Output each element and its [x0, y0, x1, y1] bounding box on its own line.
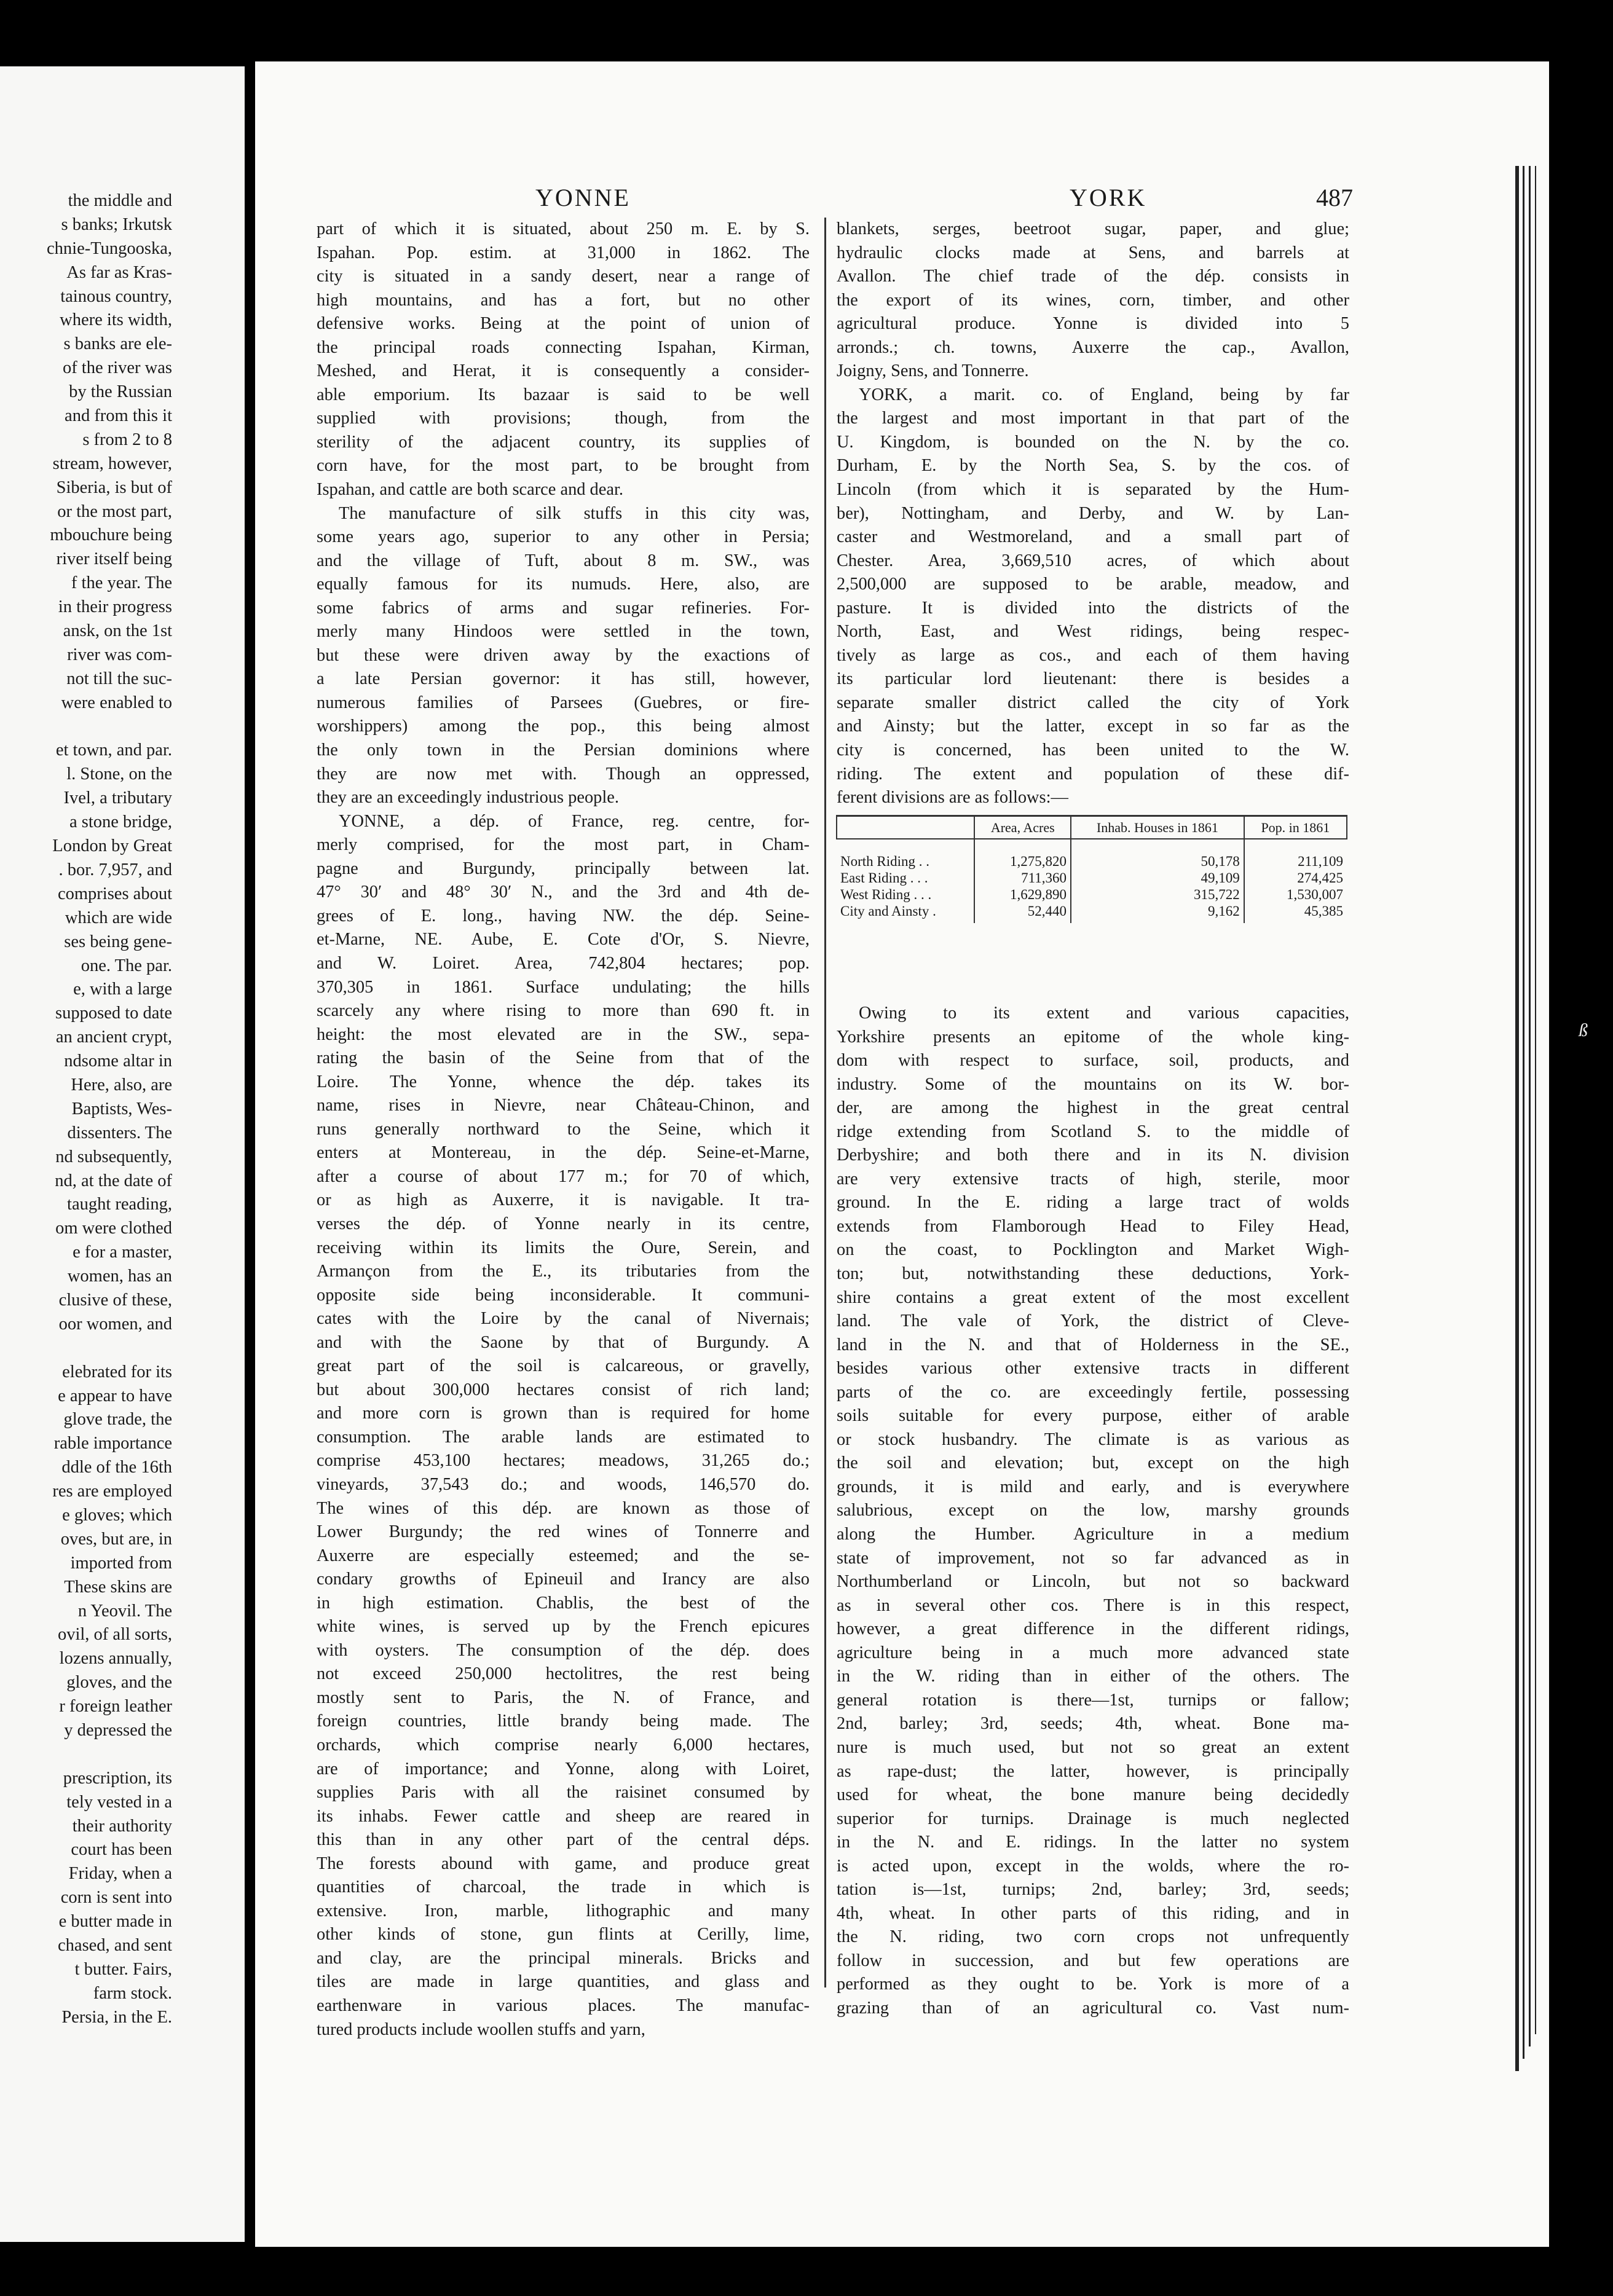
- text-line: ses being gene-: [64, 932, 172, 951]
- text-line: worshippers) among the pop., this being almost: [317, 717, 810, 736]
- text-line: river was com-: [67, 645, 172, 664]
- text-line: sterility of the adjacent country, its supplies of: [317, 432, 810, 452]
- text-line: der, are among the highest in the great central: [837, 1098, 1349, 1118]
- table-cell: 315,722: [1071, 886, 1244, 903]
- text-line: Armançon from the E., its tributaries from the: [317, 1262, 810, 1281]
- text-line: high mountains, and has a fort, but no other: [317, 290, 810, 310]
- text-line: industry. Some of the mountains on its W. bor-: [837, 1074, 1349, 1094]
- text-line: merly many Hindoos were settled in the town,: [317, 622, 810, 642]
- text-line: supplied with provisions; though, from the: [317, 409, 810, 428]
- text-line: Lower Burgundy; the red wines of Tonnerre and: [317, 1522, 810, 1542]
- table-header-row: [837, 816, 1347, 839]
- text-line: quantities of charcoal, the trade in which is: [317, 1877, 810, 1897]
- text-line: earthenware in various places. The manufac-: [317, 1996, 810, 2016]
- text-line: grees of E. long., having NW. the dép. Seine-: [317, 906, 810, 926]
- text-line: the largest and most important in that part of the: [837, 409, 1349, 428]
- text-line: farm stock.: [93, 1983, 172, 2003]
- text-line: dom with respect to surface, soil, products, and: [837, 1051, 1349, 1071]
- text-line: comprise 453,100 hectares; meadows, 31,265 do.;: [317, 1451, 810, 1471]
- text-line: e butter made in: [58, 1912, 172, 1932]
- table-row: [837, 839, 1347, 870]
- text-line: Auxerre are especially esteemed; and the se-: [317, 1546, 810, 1565]
- table-body: [837, 839, 1347, 923]
- column-1: [317, 218, 810, 2042]
- text-line: receiving within its limits the Oure, Serein, and: [317, 1238, 810, 1257]
- table-header-cell: Inhab. Houses in 1861: [1071, 816, 1244, 839]
- table-cell: 52,440: [974, 903, 1071, 923]
- text-line: supplies Paris with all the raisinet consumed by: [317, 1783, 810, 1803]
- text-line: dissenters. The: [67, 1123, 172, 1142]
- text-line: land. The vale of York, the district of Cleve-: [837, 1311, 1349, 1331]
- text-line: ansk, on the 1st: [63, 621, 172, 641]
- text-line: l. Stone, on the: [66, 765, 172, 784]
- text-line: blankets, serges, beetroot sugar, paper, and glue;: [837, 219, 1349, 238]
- text-line: height: the most elevated are in the SW., sepa-: [317, 1024, 810, 1044]
- text-line: condary growths of Epineuil and Irancy are also: [317, 1570, 810, 1589]
- text-line: orchards, which comprise nearly 6,000 hectares,: [317, 1736, 810, 1755]
- text-line: [0, 1743, 172, 1767]
- text-line: salubrious, except on the low, marshy grounds: [837, 1501, 1349, 1520]
- text-line: r foreign leather: [59, 1697, 172, 1716]
- text-line: court has been: [71, 1840, 172, 1860]
- text-line: tation is—1st, turnips; 2nd, barley; 3rd, seeds;: [837, 1880, 1349, 1900]
- text-line: 2nd, barley; 3rd, seeds; 4th, wheat. Bone ma-: [837, 1714, 1349, 1734]
- text-line: an ancient crypt,: [55, 1028, 172, 1047]
- table-cell: 1,530,007: [1244, 886, 1347, 903]
- text-line: Loire. The Yonne, whence the dép. takes its: [317, 1072, 810, 1091]
- text-line: grazing than of an agricultural co. Vast num-: [837, 1998, 1349, 2018]
- left-page-fragment: [0, 66, 245, 2242]
- text-line: the N. riding, two corn crops not unfrequently: [837, 1927, 1349, 1947]
- text-line: corn have, for the most part, to be brought from: [317, 456, 810, 476]
- text-line: imported from: [70, 1553, 172, 1573]
- text-line: The forests abound with game, and produce great: [317, 1854, 810, 1873]
- text-line: equally famous for its numuds. Here, also, are: [317, 575, 810, 594]
- text-line: t butter. Fairs,: [74, 1959, 172, 1979]
- text-line: or as high as Auxerre, it is navigable. It tra-: [317, 1190, 810, 1210]
- table-row: [837, 886, 1347, 903]
- table-cell: 9,162: [1071, 903, 1244, 923]
- text-line: pagne and Burgundy, principally between lat.: [317, 859, 810, 878]
- text-line: city is concerned, has been united to the W.: [837, 741, 1349, 760]
- text-line: Northumberland or Lincoln, but not so backward: [837, 1572, 1349, 1592]
- column-rule: [824, 218, 826, 1987]
- text-line: stream, however,: [52, 454, 172, 473]
- text-line: f the year. The: [71, 573, 172, 593]
- table-cell: West Riding . . .: [840, 887, 932, 902]
- text-line: ber), Nottingham, and Derby, and W. by Lan-: [837, 503, 1349, 523]
- text-line: soils suitable for every purpose, either of arable: [837, 1406, 1349, 1426]
- text-line: and with the Saone by that of Burgundy. A: [317, 1332, 810, 1352]
- text-line: As far as Kras-: [66, 262, 172, 282]
- text-line: not till the suc-: [66, 669, 172, 688]
- text-line: runs generally northward to the Seine, which it: [317, 1119, 810, 1139]
- text-line: a stone bridge,: [69, 812, 172, 832]
- text-line: ndsome altar in: [64, 1052, 172, 1071]
- table-cell: 1,275,820: [974, 839, 1071, 870]
- text-line: [0, 1337, 172, 1361]
- page-edge: [1515, 166, 1519, 2071]
- text-line: mbouchure being: [50, 525, 172, 545]
- text-line: nure is much used, but not so great an extent: [837, 1737, 1349, 1757]
- text-line: pasture. It is divided into the districts of the: [837, 598, 1349, 618]
- running-head-left: YONNE: [535, 184, 631, 211]
- text-line: separate smaller district called the city of York: [837, 693, 1349, 712]
- text-line: they are an exceedingly industrious people.: [317, 788, 619, 808]
- text-line: and Ainsty; but the latter, except in so far as the: [837, 717, 1349, 736]
- text-line: and from this it: [65, 406, 172, 426]
- text-line: their authority: [72, 1816, 172, 1836]
- text-line: and W. Loiret. Area, 742,804 hectares; pop.: [317, 953, 810, 973]
- text-line: grounds, it is mild and early, and is everywhere: [837, 1477, 1349, 1496]
- text-line: and the village of Tuft, about 8 m. SW., was: [317, 551, 810, 570]
- text-line: arronds.; ch. towns, Auxerre the cap., Avallon,: [837, 337, 1349, 357]
- text-line: women, has an: [67, 1267, 172, 1286]
- text-line: The wines of this dép. are known as those of: [317, 1498, 810, 1518]
- text-line: North, East, and West ridings, being respec-: [837, 622, 1349, 642]
- text-line: used for wheat, the bone manure being decidedly: [837, 1785, 1349, 1805]
- text-line: s from 2 to 8: [82, 430, 172, 449]
- text-line: hydraulic clocks made at Sens, and barrels at: [837, 243, 1349, 262]
- text-line: ferent divisions are as follows:—: [837, 788, 1068, 808]
- text-line: Ivel, a tributary: [63, 788, 172, 808]
- text-line: city is situated in a sandy desert, near a range of: [317, 267, 810, 286]
- text-line: on the coast, to Pocklington and Market Wigh-: [837, 1240, 1349, 1260]
- column-2-bottom: [837, 1002, 1349, 2021]
- text-line: white wines, is served up by the French epicures: [317, 1617, 810, 1637]
- text-line: not exceed 250,000 hectolitres, the rest being: [317, 1664, 810, 1684]
- running-head-right: YORK: [1070, 184, 1147, 211]
- text-line: or the most part,: [57, 501, 172, 521]
- text-line: 47° 30′ and 48° 30′ N., and the 3rd and 4th de-: [317, 883, 810, 902]
- text-line: comprises about: [57, 884, 172, 903]
- text-line: extends from Flamborough Head to Filey Head,: [837, 1216, 1349, 1236]
- page-edge: [1529, 166, 1531, 2046]
- text-line: gloves, and the: [66, 1673, 172, 1693]
- text-line: follow in succession, and but few operations are: [837, 1951, 1349, 1970]
- text-line: shire contains a great extent of the most excellent: [837, 1288, 1349, 1307]
- table-cell: 274,425: [1244, 870, 1347, 886]
- text-line: and clay, are the principal minerals. Bricks and: [317, 1948, 810, 1968]
- text-line: cates with the Loire by the canal of Nivernais;: [317, 1309, 810, 1329]
- text-line: one. The par.: [81, 956, 172, 975]
- text-line: y depressed the: [64, 1721, 172, 1740]
- text-line: its particular lord lieutenant: there is besides a: [837, 669, 1349, 689]
- table-row: [837, 870, 1347, 886]
- text-line: supposed to date: [55, 1004, 172, 1023]
- text-line: by the Russian: [69, 382, 172, 402]
- text-line: tely vested in a: [66, 1792, 172, 1812]
- text-line: s banks are ele-: [63, 334, 172, 354]
- text-line: res are employed: [52, 1482, 172, 1501]
- text-line: the export of its wines, corn, timber, and other: [837, 290, 1349, 310]
- text-line: a late Persian governor: it has still, however,: [317, 669, 810, 689]
- text-line: corn is sent into: [60, 1888, 172, 1908]
- page-number: 487: [1316, 184, 1353, 211]
- text-line: in high estimation. Chablis, the best of the: [317, 1593, 810, 1613]
- text-line: of the river was: [62, 358, 172, 378]
- text-line: chased, and sent: [58, 1936, 172, 1956]
- table-cell: 1,629,890: [974, 886, 1071, 903]
- text-line: extensive. Iron, marble, lithographic and many: [317, 1901, 810, 1921]
- text-line: the principal roads connecting Ispahan, Kirman,: [317, 337, 810, 357]
- text-line: its inhabs. Fewer cattle and sheep are reared in: [317, 1806, 810, 1826]
- text-line: om were clothed: [55, 1219, 172, 1238]
- text-line: Avallon. The chief trade of the dép. consists in: [837, 267, 1349, 286]
- text-line: in the W. riding than in either of the others. The: [837, 1667, 1349, 1686]
- text-line: oor women, and: [58, 1314, 172, 1334]
- table-header-cell: Pop. in 1861: [1244, 816, 1347, 839]
- text-line: after a course of about 177 m.; for 70 of which,: [317, 1166, 810, 1186]
- text-line: [0, 715, 172, 739]
- text-line: prescription, its: [63, 1768, 172, 1788]
- text-line: or stock husbandry. The climate is as various as: [837, 1429, 1349, 1449]
- population-table: [836, 815, 1347, 923]
- text-line: rable importance: [53, 1434, 172, 1453]
- table-cell: City and Ainsty .: [840, 903, 936, 919]
- text-line: ridge extending from Scotland S. to the middle of: [837, 1122, 1349, 1141]
- page-edge: [1523, 166, 1524, 2059]
- text-line: vineyards, 37,543 do.; and woods, 146,570 do.: [317, 1474, 810, 1494]
- text-line: lozens annually,: [59, 1649, 172, 1669]
- text-line: this than in any other part of the central déps.: [317, 1830, 810, 1850]
- text-line: ddle of the 16th: [61, 1458, 172, 1477]
- text-line: ton; but, notwithstanding these deductions, York-: [837, 1264, 1349, 1284]
- text-line: Persia, in the E.: [61, 2007, 172, 2027]
- left-page-text: [0, 189, 172, 2030]
- text-line: name, rises in Nievre, near Château-Chinon, and: [317, 1096, 810, 1115]
- text-line: scarcely any where rising to more than 690 ft. in: [317, 1001, 810, 1021]
- text-line: Ispahan. Pop. estim. at 31,000 in 1862. The: [317, 243, 810, 262]
- text-line: consumption. The arable lands are estimated to: [317, 1427, 810, 1447]
- text-line: and more corn is grown than is required for home: [317, 1404, 810, 1423]
- text-line: YONNE, a dép. of France, reg. centre, for-: [339, 811, 810, 831]
- text-line: Yorkshire presents an epitome of the whole king-: [837, 1027, 1349, 1047]
- text-line: opposite side being inconsiderable. It communi-: [317, 1285, 810, 1305]
- text-line: besides various other extensive tracts in different: [837, 1359, 1349, 1378]
- text-line: agricultural produce. Yonne is divided into 5: [837, 314, 1349, 334]
- text-line: other kinds of stone, gun flints at Cerilly, lime,: [317, 1925, 810, 1944]
- table-cell: 45,385: [1244, 903, 1347, 923]
- text-line: great part of the soil is calcareous, or gravelly,: [317, 1356, 810, 1376]
- text-line: Chester. Area, 3,669,510 acres, of which about: [837, 551, 1349, 570]
- table-header-cell: Area, Acres: [974, 816, 1071, 839]
- text-line: the soil and elevation; but, except on the high: [837, 1453, 1349, 1473]
- text-line: were enabled to: [61, 693, 172, 712]
- text-line: as rape-dust; the latter, however, is principally: [837, 1761, 1349, 1781]
- table-header-cell: [837, 816, 974, 839]
- table-cell: 211,109: [1244, 839, 1347, 870]
- text-line: Owing to its extent and various capacities,: [859, 1004, 1349, 1023]
- text-line: where its width,: [60, 310, 172, 330]
- text-line: tainous country,: [60, 286, 172, 306]
- text-line: performed as they ought to be. York is more of a: [837, 1975, 1349, 1994]
- text-line: rating the basin of the Seine from that of the: [317, 1048, 810, 1068]
- text-line: the middle and: [68, 191, 172, 210]
- text-line: These skins are: [64, 1577, 172, 1597]
- text-line: superior for turnips. Drainage is much neglected: [837, 1809, 1349, 1828]
- text-line: YORK, a marit. co. of England, being by far: [859, 385, 1349, 404]
- text-line: foreign countries, little brandy being made. The: [317, 1712, 810, 1731]
- text-line: enters at Montereau, in the dép. Seine-et-Marne,: [317, 1143, 810, 1163]
- text-line: London by Great: [52, 836, 172, 856]
- text-line: chnie-Tungooska,: [47, 238, 172, 258]
- text-line: some fabrics of arms and sugar refineries. For-: [317, 598, 810, 618]
- table-cell: East Riding . . .: [840, 870, 928, 886]
- text-line: e for a master,: [73, 1243, 172, 1262]
- text-line: general rotation is there—1st, turnips or fallow;: [837, 1690, 1349, 1710]
- text-line: e gloves; which: [62, 1505, 172, 1525]
- text-line: however, a great difference in the different ridings,: [837, 1619, 1349, 1639]
- text-line: glove trade, the: [63, 1410, 172, 1429]
- main-page: [255, 61, 1549, 2247]
- table-cell: 49,109: [1071, 870, 1244, 886]
- column-2-top: [837, 218, 1349, 810]
- text-line: nd subsequently,: [55, 1147, 172, 1166]
- text-line: et town, and par.: [55, 741, 172, 760]
- text-line: numerous families of Parsees (Guebres, or fire-: [317, 693, 810, 712]
- text-line: Friday, when a: [68, 1864, 172, 1884]
- text-line: tured products include woollen stuffs and yarn,: [317, 2019, 645, 2039]
- text-line: Derbyshire; and both there and in its N. division: [837, 1146, 1349, 1165]
- text-line: mostly sent to Paris, the N. of France, and: [317, 1688, 810, 1707]
- text-line: Siberia, is but of: [56, 478, 172, 497]
- text-line: Durham, E. by the North Sea, S. by the cos. of: [837, 456, 1349, 476]
- table-cell: North Riding . .: [840, 854, 930, 869]
- text-line: Meshed, and Herat, it is consequently a consider-: [317, 361, 810, 381]
- text-line: The manufacture of silk stuffs in this city was,: [339, 503, 810, 523]
- table-row: [837, 903, 1347, 923]
- text-line: is acted upon, except in the wolds, where the ro-: [837, 1856, 1349, 1876]
- text-line: state of improvement, not so far advanced as in: [837, 1548, 1349, 1568]
- text-line: 370,305 in 1861. Surface undulating; the hills: [317, 977, 810, 997]
- text-line: riding. The extent and population of these dif-: [837, 764, 1349, 784]
- text-line: ground. In the E. riding a large tract of wolds: [837, 1193, 1349, 1213]
- text-line: . bor. 7,957, and: [58, 860, 172, 879]
- text-line: oves, but are, in: [60, 1529, 172, 1549]
- margin-mark: ß: [1579, 1020, 1588, 1040]
- text-line: s banks; Irkutsk: [61, 214, 172, 234]
- text-line: parts of the co. are exceedingly fertile, possessing: [837, 1382, 1349, 1402]
- text-line: U. Kingdom, is bounded on the N. by the co.: [837, 432, 1349, 452]
- text-line: which are wide: [65, 908, 172, 927]
- text-line: e appear to have: [58, 1386, 172, 1406]
- text-line: some years ago, superior to any other in Persia;: [317, 527, 810, 547]
- text-line: et-Marne, NE. Aube, E. Cote d'Or, S. Nievre,: [317, 930, 810, 949]
- text-line: 4th, wheat. In other parts of this riding, and in: [837, 1903, 1349, 1923]
- text-line: they are now met with. Though an oppressed,: [317, 764, 810, 784]
- text-line: in their progress: [58, 597, 172, 617]
- text-line: taught reading,: [67, 1195, 172, 1214]
- text-line: river itself being: [56, 549, 172, 569]
- text-line: along the Humber. Agriculture in a medium: [837, 1525, 1349, 1544]
- text-line: are of importance; and Yonne, along with Loiret,: [317, 1759, 810, 1779]
- text-line: ovil, of all sorts,: [57, 1625, 172, 1645]
- text-line: clusive of these,: [58, 1290, 172, 1310]
- text-line: Baptists, Wes-: [71, 1099, 172, 1119]
- text-line: nd, at the date of: [55, 1171, 172, 1190]
- text-line: with oysters. The consumption of the dép. does: [317, 1640, 810, 1660]
- text-line: n Yeovil. The: [77, 1601, 172, 1621]
- text-line: agriculture being in a much more advanced state: [837, 1643, 1349, 1662]
- table-cell: 711,360: [974, 870, 1071, 886]
- text-line: but about 300,000 hectares consist of rich land;: [317, 1380, 810, 1399]
- page-edge: [1535, 166, 1536, 2034]
- text-line: in the N. and E. ridings. In the latter no system: [837, 1833, 1349, 1852]
- text-line: are very extensive tracts of high, sterile, moor: [837, 1169, 1349, 1189]
- text-line: 2,500,000 are supposed to be arable, meadow, and: [837, 575, 1349, 594]
- text-line: Lincoln (from which it is separated by the Hum-: [837, 480, 1349, 500]
- text-line: elebrated for its: [62, 1362, 172, 1382]
- text-line: Joigny, Sens, and Tonnerre.: [837, 361, 1029, 381]
- text-line: as in several other cos. There is in this respect,: [837, 1595, 1349, 1615]
- text-line: tively as large as cos., and each of them having: [837, 645, 1349, 665]
- text-line: merly comprised, for the most part, in Cham-: [317, 835, 810, 855]
- text-line: land in the N. and that of Holderness in the SE.,: [837, 1335, 1349, 1354]
- table-cell: 50,178: [1071, 839, 1244, 870]
- text-line: the only town in the Persian dominions where: [317, 741, 810, 760]
- text-line: e, with a large: [73, 980, 172, 999]
- text-line: verses the dép. of Yonne nearly in its centre,: [317, 1214, 810, 1233]
- text-line: Ispahan, and cattle are both scarce and dear.: [317, 480, 623, 500]
- text-line: part of which it is situated, about 250 m. E. by S.: [317, 219, 810, 238]
- text-line: caster and Westmoreland, and a small part of: [837, 527, 1349, 547]
- text-line: but these were driven away by the exactions of: [317, 645, 810, 665]
- text-line: able emporium. Its bazaar is said to be well: [317, 385, 810, 404]
- text-line: defensive works. Being at the point of union of: [317, 314, 810, 334]
- text-line: tiles are made in large quantities, and glass and: [317, 1972, 810, 1992]
- text-line: Here, also, are: [71, 1075, 172, 1095]
